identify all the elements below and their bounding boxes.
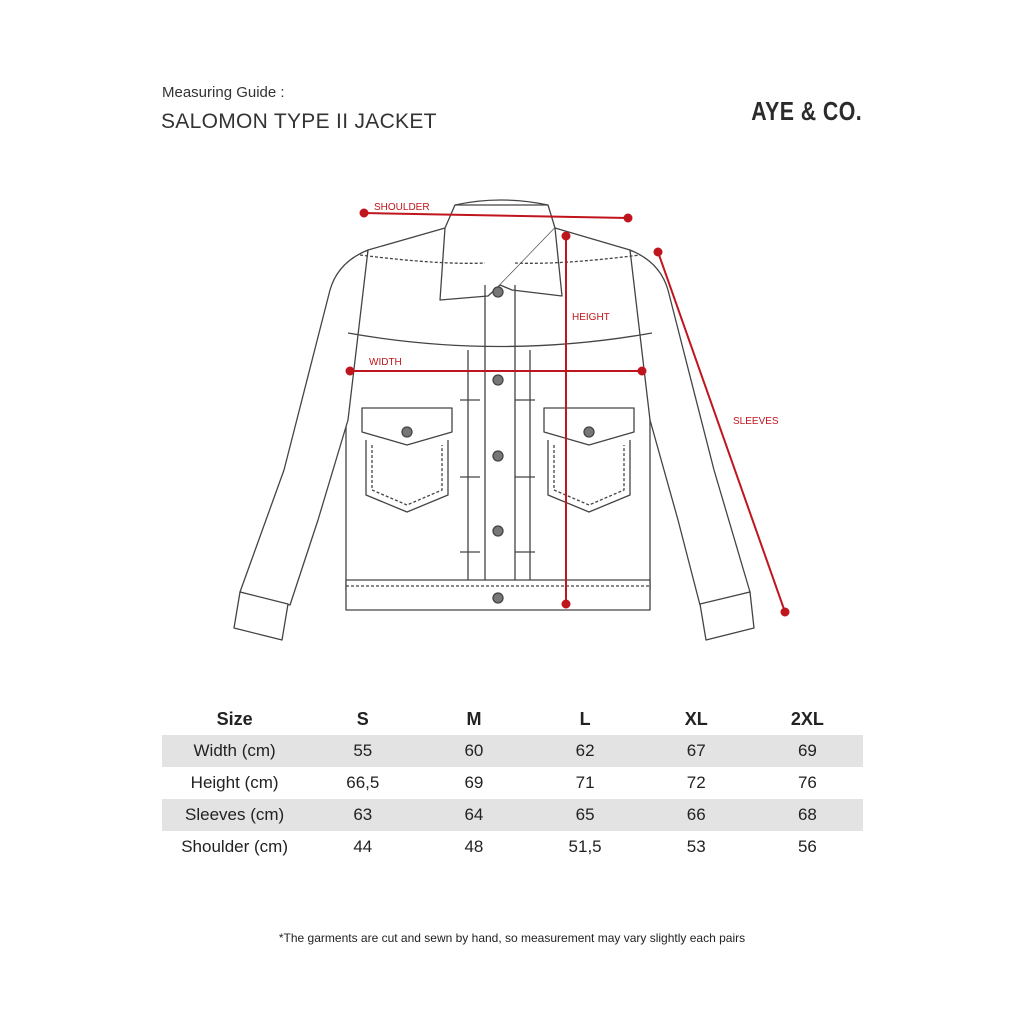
table-row-width — [162, 735, 863, 767]
jacket-outline-icon — [234, 200, 754, 640]
table-cell: 63 — [307, 799, 418, 831]
size-table — [162, 703, 863, 863]
header-m: M — [466, 708, 482, 729]
header-2xl: 2XL — [790, 708, 824, 729]
table-cell: 60 — [418, 735, 529, 767]
table-cell: 53 — [686, 837, 706, 856]
table-cell: 66 — [641, 799, 752, 831]
table-cell: 55 — [307, 735, 418, 767]
table-cell: 48 — [464, 837, 484, 856]
height-label: HEIGHT — [572, 312, 610, 323]
table-cell: 67 — [641, 735, 752, 767]
table-cell: 76 — [797, 773, 817, 792]
table-cell: 71 — [575, 773, 595, 792]
row-label: Sleeves (cm) — [162, 799, 307, 831]
row-label: Width (cm) — [162, 735, 307, 767]
table-cell: 72 — [686, 773, 706, 792]
table-header-row — [162, 703, 863, 735]
table-cell: 69 — [464, 773, 484, 792]
header-size: Size — [216, 708, 253, 729]
row-label: Shoulder (cm) — [181, 837, 288, 856]
header-s: S — [356, 708, 369, 729]
brand-logo: AYE & CO. — [751, 96, 862, 126]
table-cell: 65 — [530, 799, 641, 831]
table-cell: 64 — [418, 799, 529, 831]
table-cell: 51,5 — [568, 837, 602, 856]
guide-label: Measuring Guide : — [162, 84, 285, 101]
footnote: *The garments are cut and sewn by hand, so measurement may vary slightly each pairs — [278, 931, 746, 945]
table-cell: 68 — [752, 799, 863, 831]
shoulder-label: SHOULDER — [374, 202, 430, 213]
table-row-height — [162, 767, 863, 799]
table-cell: 69 — [752, 735, 863, 767]
table-cell: 56 — [797, 837, 817, 856]
table-cell: 66,5 — [346, 773, 380, 792]
table-row-shoulder — [162, 831, 863, 863]
table-row-sleeves — [162, 799, 863, 831]
table-cell: 62 — [530, 735, 641, 767]
width-label: WIDTH — [369, 357, 402, 368]
header-xl: XL — [684, 708, 708, 729]
table-cell: 44 — [353, 837, 373, 856]
product-title: SALOMON TYPE II JACKET — [161, 110, 437, 133]
header-l: L — [579, 708, 591, 729]
sleeves-label: SLEEVES — [733, 416, 779, 427]
row-label: Height (cm) — [190, 773, 279, 792]
